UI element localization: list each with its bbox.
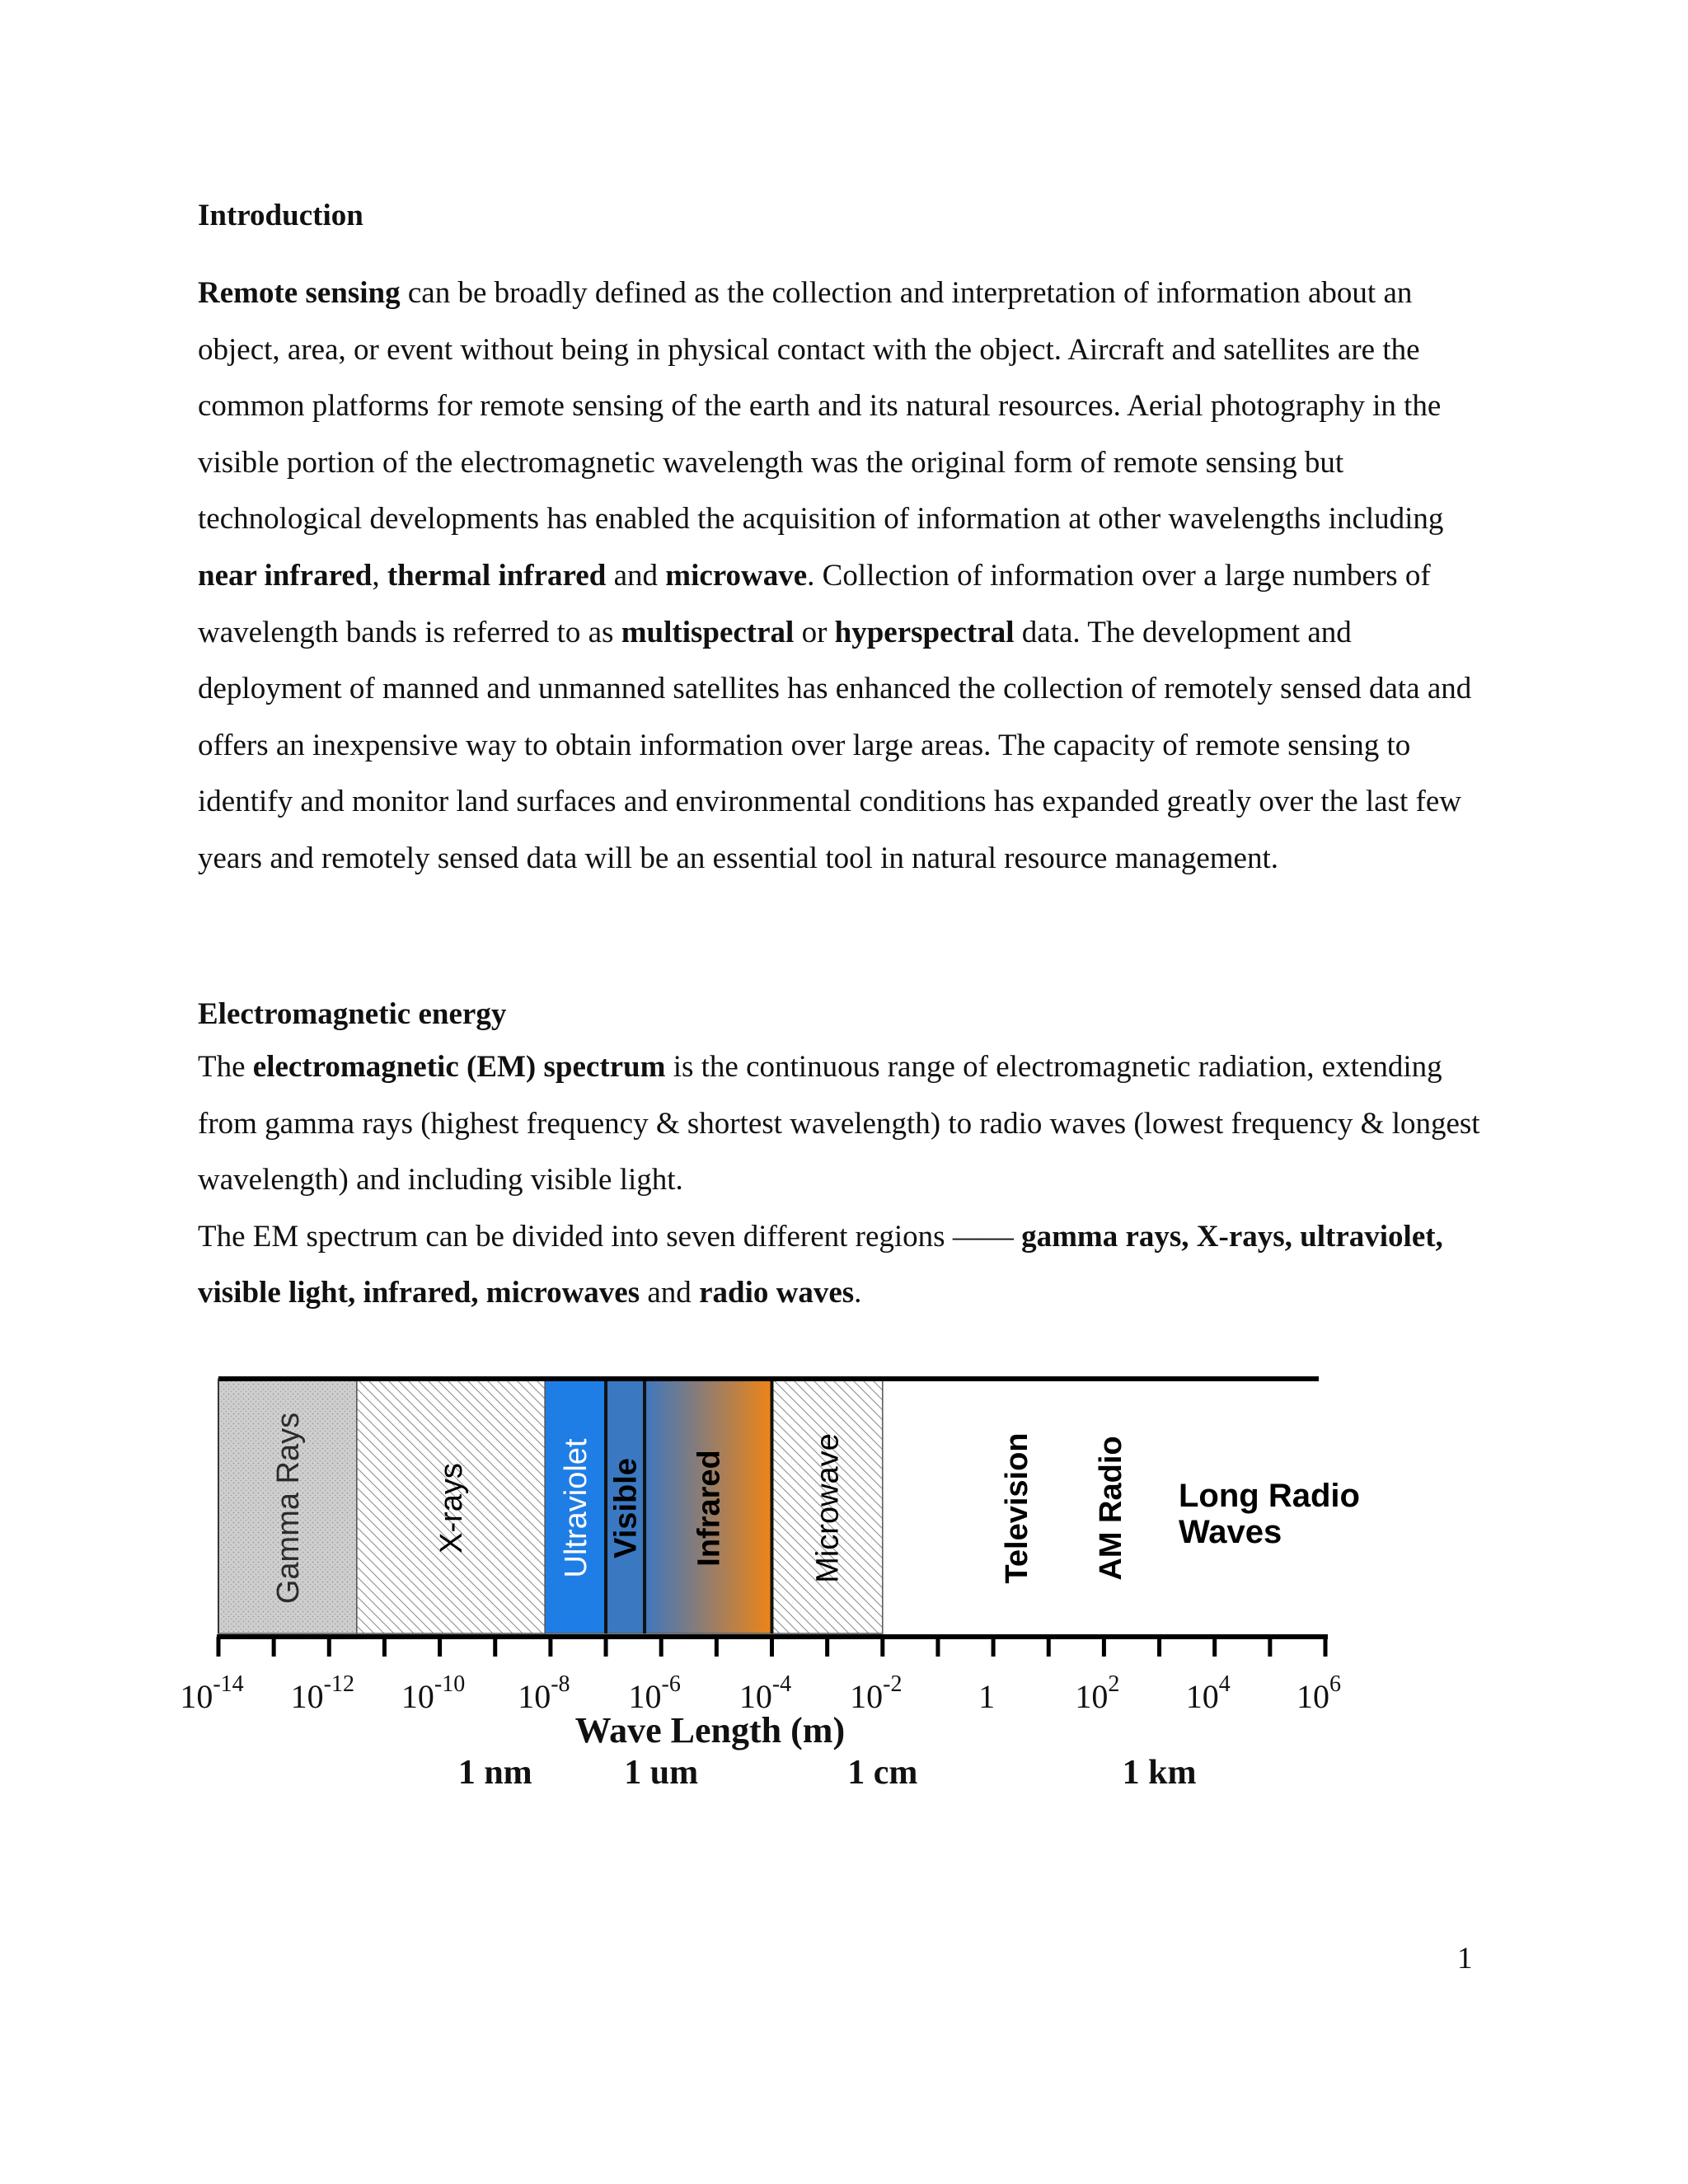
heading-introduction: Introduction: [198, 199, 363, 232]
paragraph-introduction: [198, 265, 1500, 888]
band-label-x-rays: X-rays: [434, 1463, 470, 1554]
em-spectrum-figure: [180, 1368, 1385, 1830]
bold-term: gamma rays, X-rays, ultraviolet, visible light, infrared, microwaves: [198, 1219, 1443, 1310]
text-run: can be broadly defined as the collection and interpretation of information about an object, area, or event without being in physical contact with the object. Aircraft and satellites are the common platforms for remote sensing of the earth and its natural resources. Aerial photography in the visible portion of the electromagnetic wavelength was the original form of remote sensing but technological developments has enabled the acquisition of information at other wavelengths including: [198, 276, 1444, 537]
band-label-gamma-rays: Gamma Rays: [270, 1412, 306, 1605]
band-label-microwave: Microwave: [810, 1433, 846, 1583]
band-label-ultraviolet: Ultraviolet: [559, 1438, 594, 1578]
long-radio-label-line: Waves: [1179, 1514, 1282, 1550]
text-run: and: [640, 1276, 700, 1310]
bold-term: microwave: [665, 558, 808, 593]
tick-label: $10^6$: [1296, 1671, 1341, 1715]
bold-term: multispectral: [621, 615, 795, 649]
axis-title: Wave Length (m): [574, 1710, 846, 1750]
text-run: .: [854, 1276, 862, 1310]
long-radio-label-line: Long Radio: [1179, 1478, 1360, 1514]
text-run: The: [198, 1050, 253, 1084]
tick-label: $10^{-8}$: [518, 1671, 570, 1715]
tick-label: $10^4$: [1185, 1671, 1231, 1715]
tick-label: $10^{-6}$: [628, 1671, 681, 1715]
tick-label: $10^{-2}$: [850, 1671, 903, 1715]
band-label-infrared: Infrared: [692, 1450, 727, 1567]
bold-term: radio waves: [699, 1276, 855, 1310]
em-spectrum-diagram: [180, 1368, 1385, 1830]
text-run: . Collection of information over a large numbers of wavelength bands is referred to as: [198, 558, 1431, 649]
text-run: data. The development and deployment of manned and unmanned satellites has enhanced the collection of remotely sensed data and offers an inexpensive way to obtain information over large areas. The capacity of remote sensing to identify and monitor land surfaces and environmental conditions has expanded greatly over the last few years and remotely sensed data will be an essential tool in natural resource management.: [198, 615, 1472, 875]
unit-label: 1 km: [1122, 1754, 1197, 1792]
text-run: and: [606, 558, 666, 593]
tick-label: $10^{-14}$: [180, 1671, 244, 1715]
bold-term: electromagnetic (EM) spectrum: [252, 1050, 666, 1084]
text-run: is the continuous range of electromagnetic radiation, extending from gamma rays (highest frequency & shortest wavelength) to radio waves (lowest frequency & longest wavelength) and including visible light.: [198, 1050, 1480, 1197]
page-number: 1: [1457, 1942, 1473, 1975]
bold-term: Remote sensing: [198, 276, 401, 310]
paragraph-em-spectrum: [198, 1039, 1500, 1322]
radio-label-television: Television: [999, 1432, 1034, 1584]
bold-term: near infrared: [198, 558, 373, 593]
band-label-visible: Visible: [608, 1458, 644, 1558]
tick-label: $10^{-4}$: [738, 1671, 792, 1715]
tick-label: $10^{-10}$: [401, 1671, 466, 1715]
text-run: The EM spectrum can be divided into seven different regions ——: [198, 1219, 1022, 1254]
bold-term: thermal infrared: [387, 558, 607, 593]
tick-label: $10^2$: [1075, 1671, 1120, 1715]
tick-label: $10^{-12}$: [290, 1671, 354, 1715]
radio-label-am-radio: AM Radio: [1094, 1436, 1129, 1581]
heading-electromagnetic-energy: Electromagnetic energy: [198, 997, 507, 1031]
text-run: ,: [372, 558, 387, 593]
tick-label: 1: [978, 1678, 996, 1715]
bold-term: hyperspectral: [834, 615, 1015, 649]
unit-label: 1 cm: [847, 1754, 918, 1792]
unit-label: 1 um: [624, 1754, 699, 1792]
text-run: or: [794, 615, 835, 649]
unit-label: 1 nm: [457, 1754, 532, 1792]
